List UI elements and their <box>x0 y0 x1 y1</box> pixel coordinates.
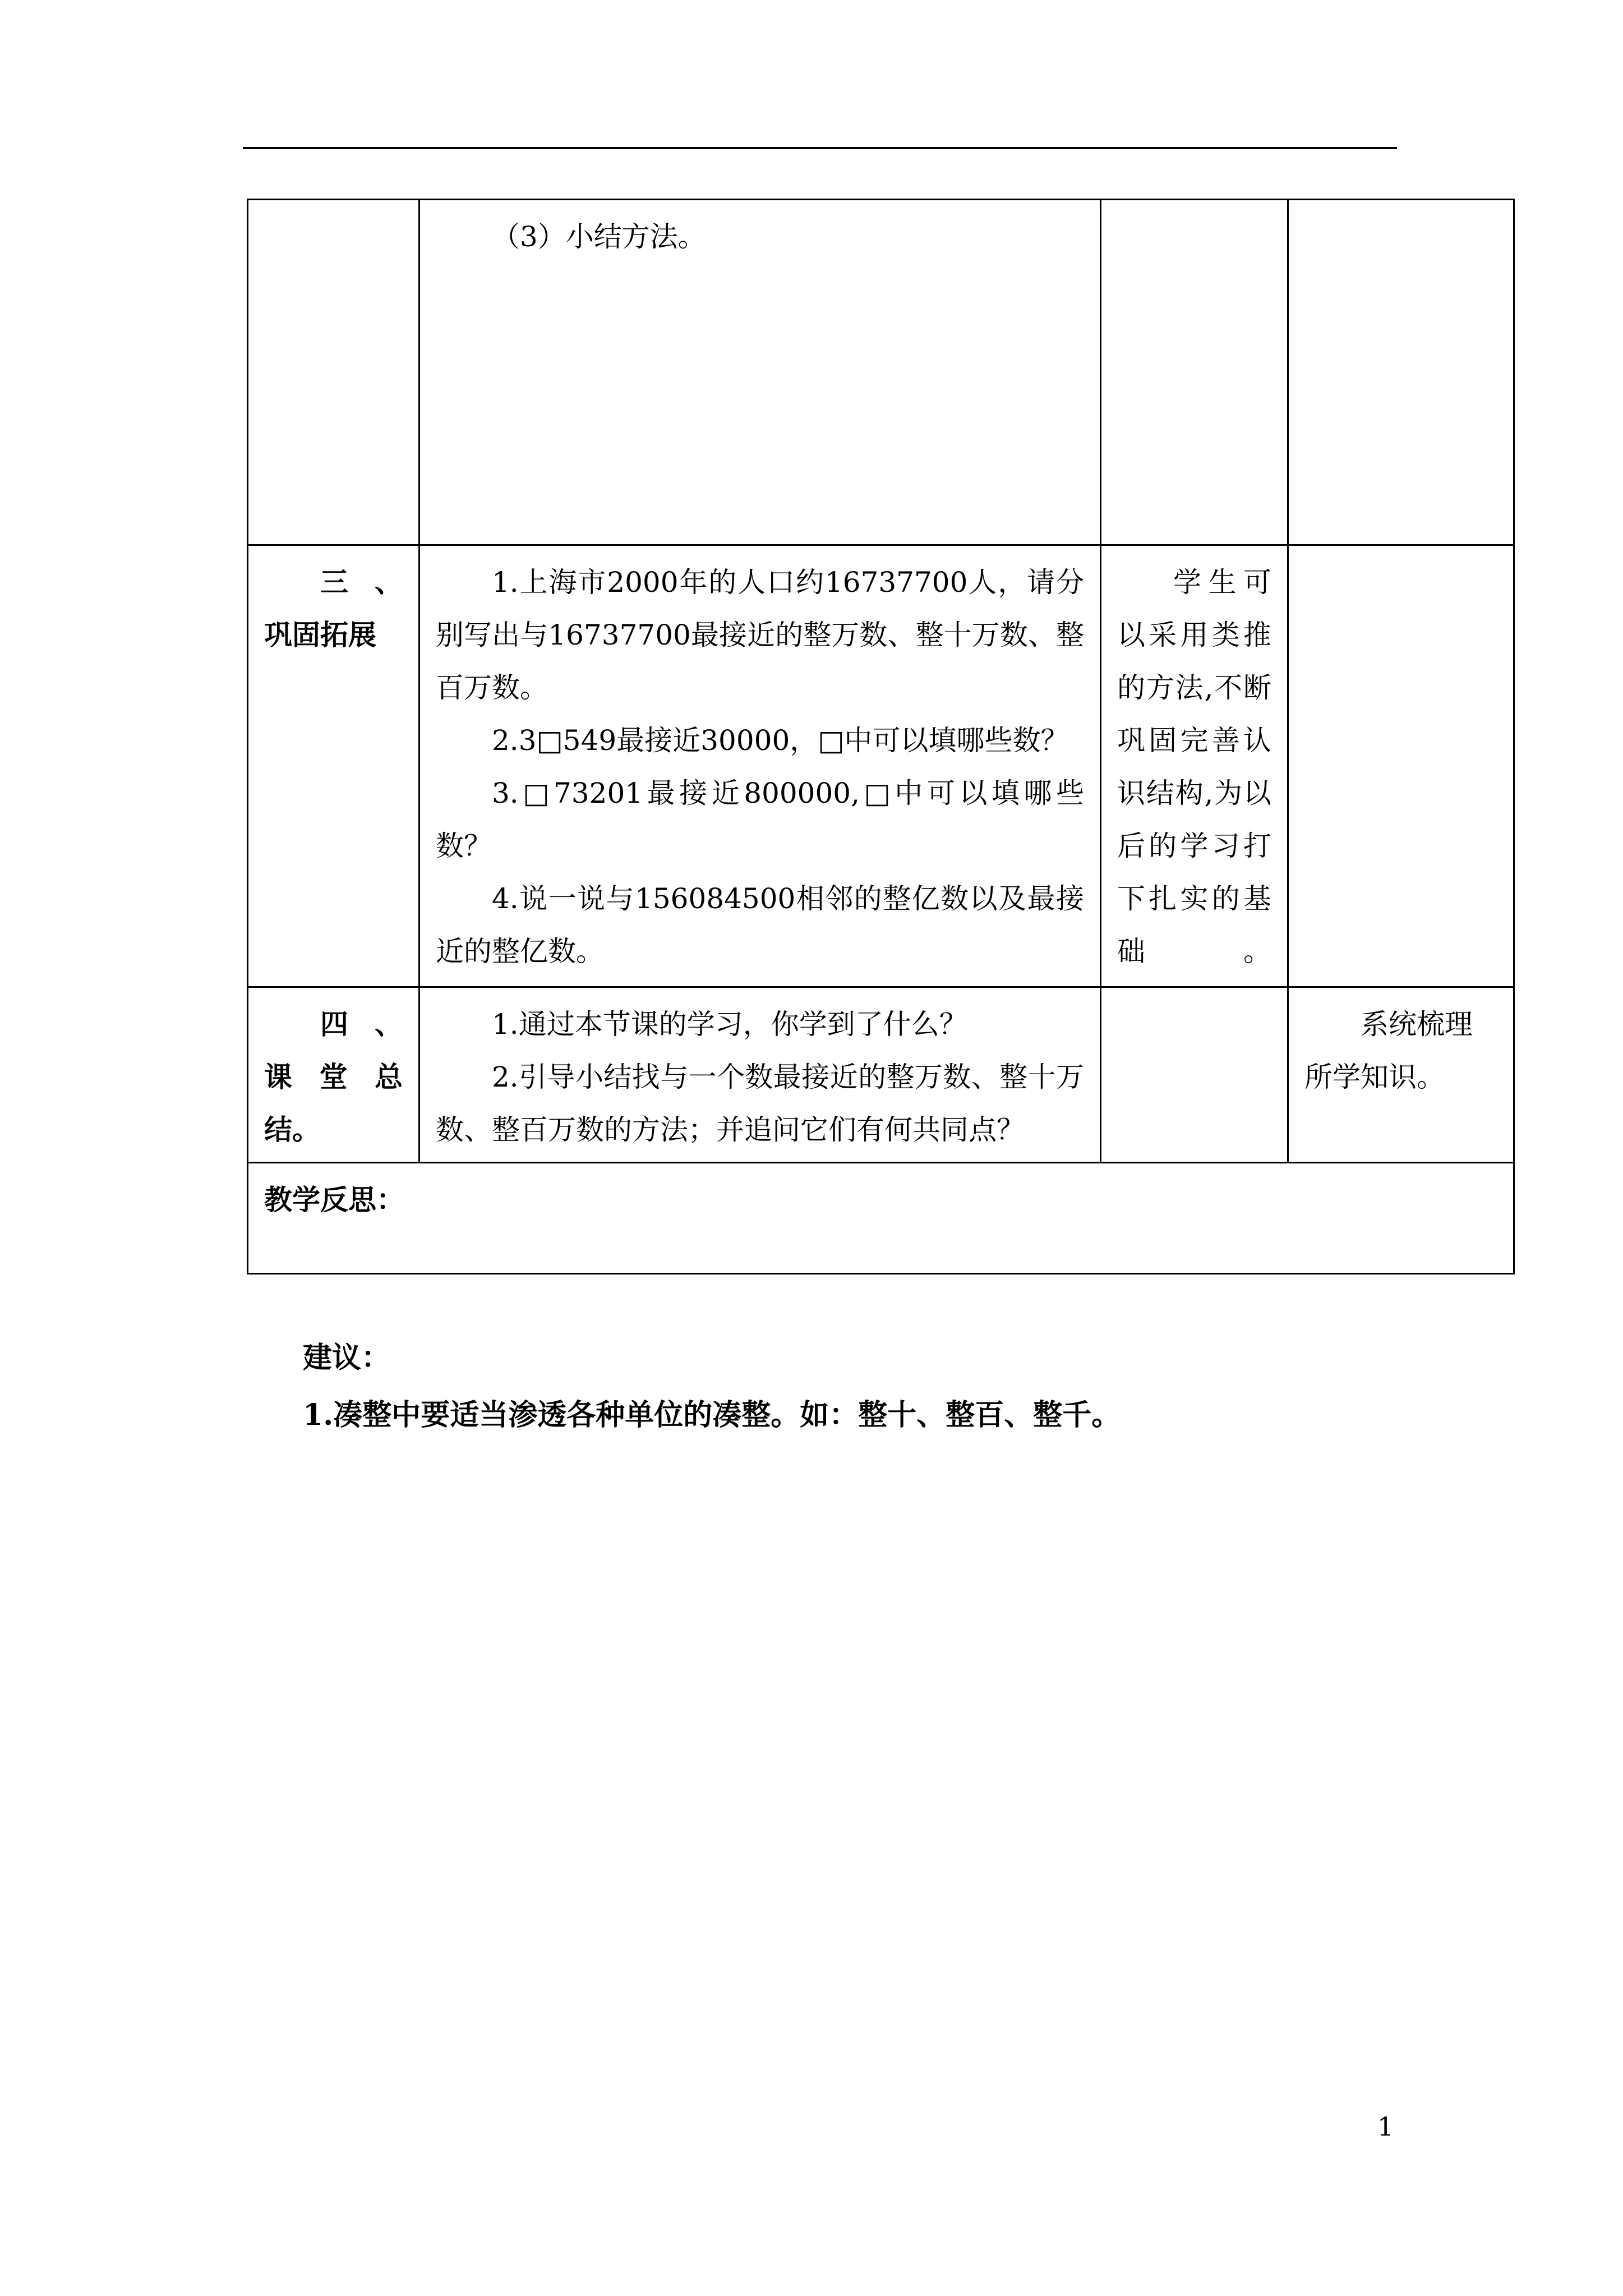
content-line: 2.引导小结找与一个数最接近的整万数、整十万数、整百万数的方法；并追问它们有何共同点？ <box>436 1061 1084 1146</box>
note-cell-empty <box>1288 545 1514 987</box>
note-cell: 系统梳理所学知识。 <box>1288 987 1514 1163</box>
suggestions-heading: 建议： <box>303 1341 391 1375</box>
content-line: 2.3□549最接近30000，□中可以填哪些数？ <box>492 724 1069 757</box>
intent-text: 学生可以采用类推的方法,不断巩固完善认识结构,为以后的学习打下扎实的基础。 <box>1117 566 1271 968</box>
header-rule <box>243 147 1397 149</box>
stage-cell-empty <box>248 200 419 545</box>
content-line: （3）小结方法。 <box>492 220 706 253</box>
table-row-reflection <box>248 1163 1514 1274</box>
content-line: 1.上海市2000年的人口约16737700人，请分别写出与16737700最接近的整万数、整十万数、整百万数。 <box>436 566 1084 704</box>
table-row-summary <box>248 987 1514 1163</box>
suggestions-section <box>303 1329 1121 1444</box>
stage-cell: 四、课堂总结。 <box>248 987 419 1163</box>
lesson-plan-table <box>247 199 1515 1274</box>
intent-cell-empty <box>1101 987 1288 1163</box>
content-line: 4.说一说与156084500相邻的整亿数以及最接近的整亿数。 <box>436 882 1084 968</box>
stage-cell: 三、巩固拓展 <box>248 545 419 987</box>
content-cell <box>419 987 1101 1163</box>
note-cell-empty <box>1288 200 1514 545</box>
reflection-cell: 教学反思： <box>248 1163 1514 1274</box>
table-row-consolidate <box>248 545 1514 987</box>
content-cell <box>419 545 1101 987</box>
intent-cell-empty <box>1101 200 1288 545</box>
page-number: 1 <box>1377 2111 1394 2142</box>
suggestion-item: 1.凑整中要适当渗透各种单位的凑整。如：整十、整百、整千。 <box>303 1398 1121 1432</box>
content-line: 1.通过本节课的学习，你学到了什么？ <box>492 1008 967 1041</box>
content-line: 3.□73201最接近800000,□中可以填哪些数？ <box>436 777 1084 862</box>
intent-cell <box>1101 545 1288 987</box>
table-row-method <box>248 200 1514 545</box>
content-cell <box>419 200 1101 545</box>
